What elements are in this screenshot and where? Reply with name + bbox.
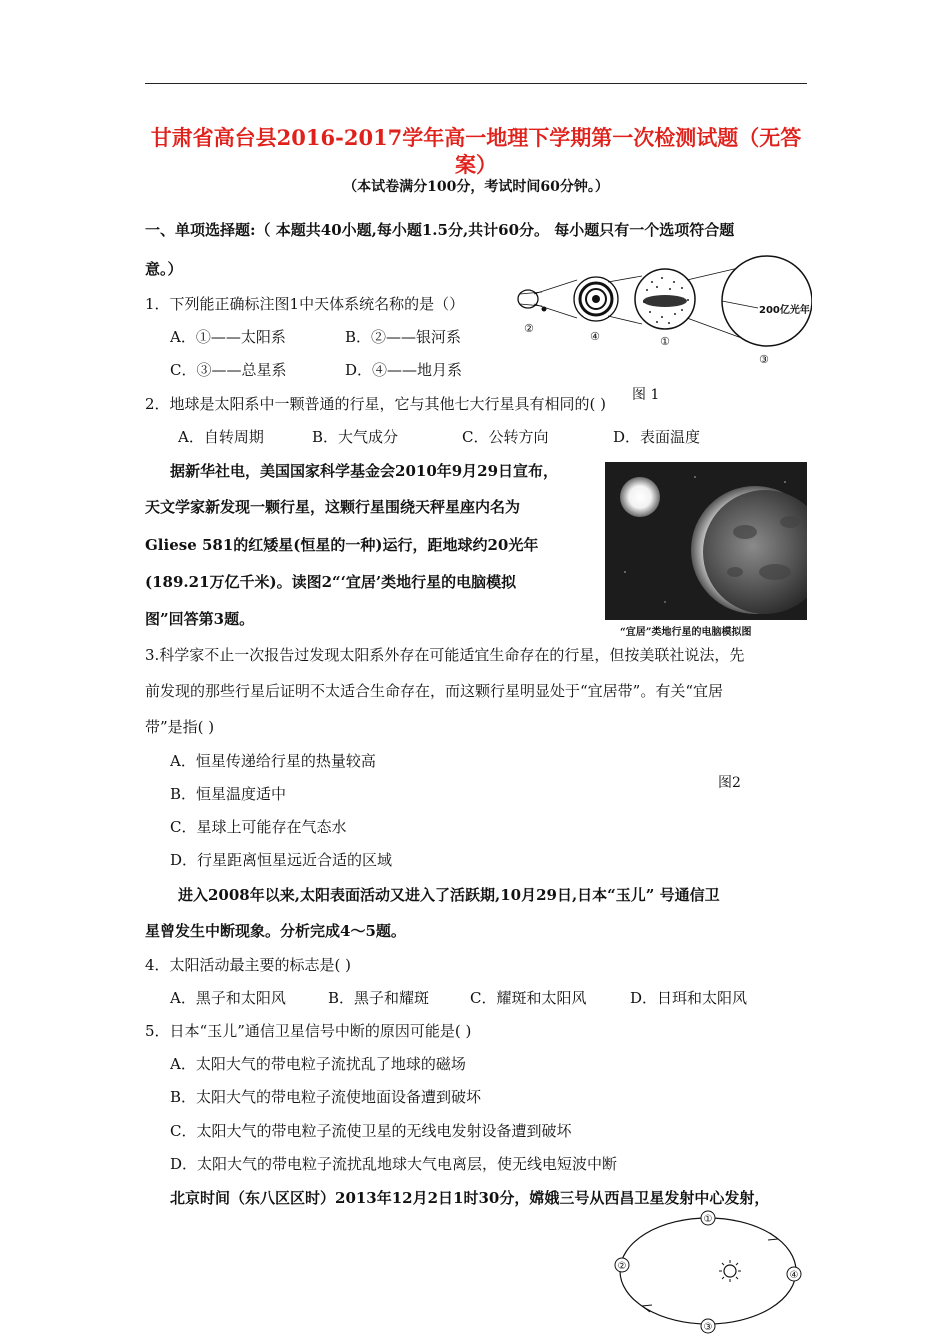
position-1-label: ①: [703, 1214, 713, 1225]
passage1-line-2: 天文学家新发现一颗行星，这颗行星围绕天秤星座内名为: [145, 498, 521, 516]
q4-option-d: D．日珥和太阳风: [630, 989, 748, 1007]
q3-stem-line-3: 带”是指( ): [145, 718, 215, 736]
section-heading-line-1: 一、单项选择题:（ 本题共40小题,每小题1.5分,共计60分。 每小题只有一个选项符合题: [145, 221, 735, 239]
position-2-label: ②: [617, 1261, 627, 1272]
q5-option-b: B．太阳大气的带电粒子流使地面设备遭到破坏: [170, 1088, 482, 1106]
star-gliese-581: [620, 477, 660, 517]
passage2-line-2: 星曾发生中断现象。分析完成4～5题。: [145, 922, 406, 940]
passage1-line-3: Gliese 581的红矮星(恒星的一种)运行，距地球约20光年: [145, 536, 539, 554]
q3-stem-line-1: 3.科学家不止一次报告过发现太阳系外存在可能适宜生命存在的行星，但按美联社说法，先: [145, 646, 745, 664]
figure2-label: 图2: [718, 775, 741, 791]
q3-stem-line-2: 前发现的那些行星后证明不太适合生命存在，而这颗行星明显处于“宜居带”。有关“宜居: [145, 682, 724, 700]
section-heading-line-2: 意。）: [145, 260, 183, 278]
marker-2: ②: [524, 322, 534, 335]
q1-option-c: C．③——总星系: [170, 361, 287, 379]
scale-label: 200亿光年: [759, 305, 810, 316]
q2-option-a: A．自转周期: [178, 428, 264, 446]
title-line-1: 甘肃省高台县2016-2017学年高一地理下学期第一次检测试题（无答: [150, 125, 802, 150]
q1-option-b: B．②——银河系: [345, 328, 462, 346]
q4-stem: 4．太阳活动最主要的标志是( ): [145, 956, 352, 974]
position-4-label: ④: [789, 1270, 799, 1281]
q5-option-d: D．太阳大气的带电粒子流扰乱地球大气电离层，使无线电短波中断: [170, 1155, 618, 1173]
q2-option-b: B．大气成分: [312, 428, 399, 446]
passage2-line-1: 进入2008年以来,太阳表面活动又进入了活跃期,10月29日,日本“玉儿” 号通信卫: [178, 886, 720, 904]
connector-line: [608, 276, 642, 282]
q5-stem: 5．日本“玉儿”通信卫星信号中断的原因可能是( ): [145, 1022, 472, 1040]
orbit-direction-arrow: [768, 1233, 778, 1240]
marker-3: ③: [759, 353, 769, 366]
galaxy-disk: [643, 295, 687, 307]
exam-subtitle: （本试卷满分100分，考试时间60分钟。）: [343, 179, 609, 195]
q3-option-d: D．行星距离恒星远近合适的区域: [170, 851, 393, 869]
title-line-2: 案）: [455, 152, 497, 177]
q4-option-a: A．黑子和太阳风: [170, 989, 286, 1007]
passage1-line-4: (189.21万亿千米)。读图2“‘宜居’类地行星的电脑模拟: [145, 573, 517, 591]
connector-line: [534, 304, 577, 318]
system-4-center: [592, 295, 600, 303]
q1-stem: 1．下列能正确标注图1中天体系统名称的是（）: [145, 295, 465, 313]
orbit-ellipse: [617, 1218, 796, 1324]
q4-option-b: B．黑子和耀斑: [328, 989, 430, 1007]
figure1-caption: 图 1: [632, 387, 660, 403]
q2-stem: 2．地球是太阳系中一颗普通的行星，它与其他七大行星具有相同的( ): [145, 395, 607, 413]
header-rule: [145, 83, 807, 84]
passage1-line-5: 图”回答第3题。: [145, 610, 255, 628]
figure3-orbit-diagram: [610, 1208, 810, 1342]
connector-line: [534, 280, 577, 294]
figure2-planet-image: [605, 462, 807, 620]
passage1-line-1: 据新华社电，美国国家科学基金会2010年9月29日宣布，: [170, 462, 559, 480]
position-3-label: ③: [703, 1322, 713, 1333]
q1-option-a: A．①——太阳系: [170, 328, 286, 346]
q3-option-c: C．星球上可能存在气态水: [170, 818, 347, 836]
q5-option-a: A．太阳大气的带电粒子流扰乱了地球的磁场: [170, 1055, 466, 1073]
page-title: [145, 124, 807, 178]
connector-line: [608, 316, 642, 324]
figure2-image-caption: “宜居”类地行星的电脑模拟图: [620, 627, 752, 638]
marker-1: ①: [660, 335, 670, 348]
q4-option-c: C．耀斑和太阳风: [470, 989, 587, 1007]
passage3-line: 北京时间（东八区区时）2013年12月2日1时30分，嫦娥三号从西昌卫星发射中心发射，: [170, 1189, 770, 1207]
q1-option-d: D．④——地月系: [345, 361, 463, 379]
q3-option-a: A．恒星传递给行星的热量较高: [170, 752, 376, 770]
q5-option-c: C．太阳大气的带电粒子流使卫星的无线电发射设备遭到破坏: [170, 1122, 572, 1140]
sun-icon: [719, 1260, 741, 1282]
q2-option-c: C．公转方向: [462, 428, 549, 446]
figure1-celestial-systems: [512, 252, 812, 372]
marker-4: ④: [590, 330, 600, 343]
q3-option-b: B．恒星温度适中: [170, 785, 287, 803]
q2-option-d: D．表面温度: [613, 428, 701, 446]
system-3-circle: [722, 256, 812, 346]
